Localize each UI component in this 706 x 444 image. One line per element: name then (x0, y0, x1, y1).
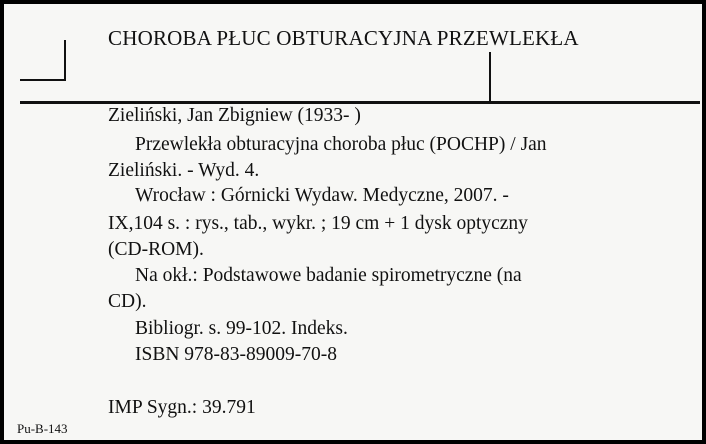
corner-mark-horizontal (20, 79, 66, 81)
corner-mark-vertical (64, 40, 66, 80)
note-line-1: Na okł.: Podstawowe badanie spirometryczne (na (135, 265, 522, 286)
imprint-line-1: Wrocław : Górnicki Wydaw. Medyczne, 2007. - (135, 185, 509, 206)
note-line-2: CD). (108, 291, 147, 312)
subject-heading: CHOROBA PŁUC OBTURACYJNA PRZEWLEKŁA (108, 26, 579, 50)
shelfmark: IMP Sygn.: 39.791 (108, 397, 256, 418)
catalog-card (4, 4, 702, 440)
bibliography-note: Bibliogr. s. 99-102. Indeks. (135, 318, 348, 339)
heading-separator-vertical (489, 52, 491, 102)
call-number: Pu-B-143 (17, 421, 68, 436)
isbn: ISBN 978-83-89009-70-8 (135, 344, 338, 365)
title-line-1: Przewlekła obturacyjna choroba płuc (POCHP) / Jan (135, 134, 547, 155)
author-entry: Zieliński, Jan Zbigniew (1933- ) (108, 105, 361, 126)
heading-rule (20, 101, 700, 104)
imprint-line-3: (CD-ROM). (108, 239, 204, 260)
imprint-line-2: IX,104 s. : rys., tab., wykr. ; 19 cm + 1 dysk optyczny (108, 213, 528, 234)
title-line-2: Zieliński. - Wyd. 4. (108, 160, 260, 181)
